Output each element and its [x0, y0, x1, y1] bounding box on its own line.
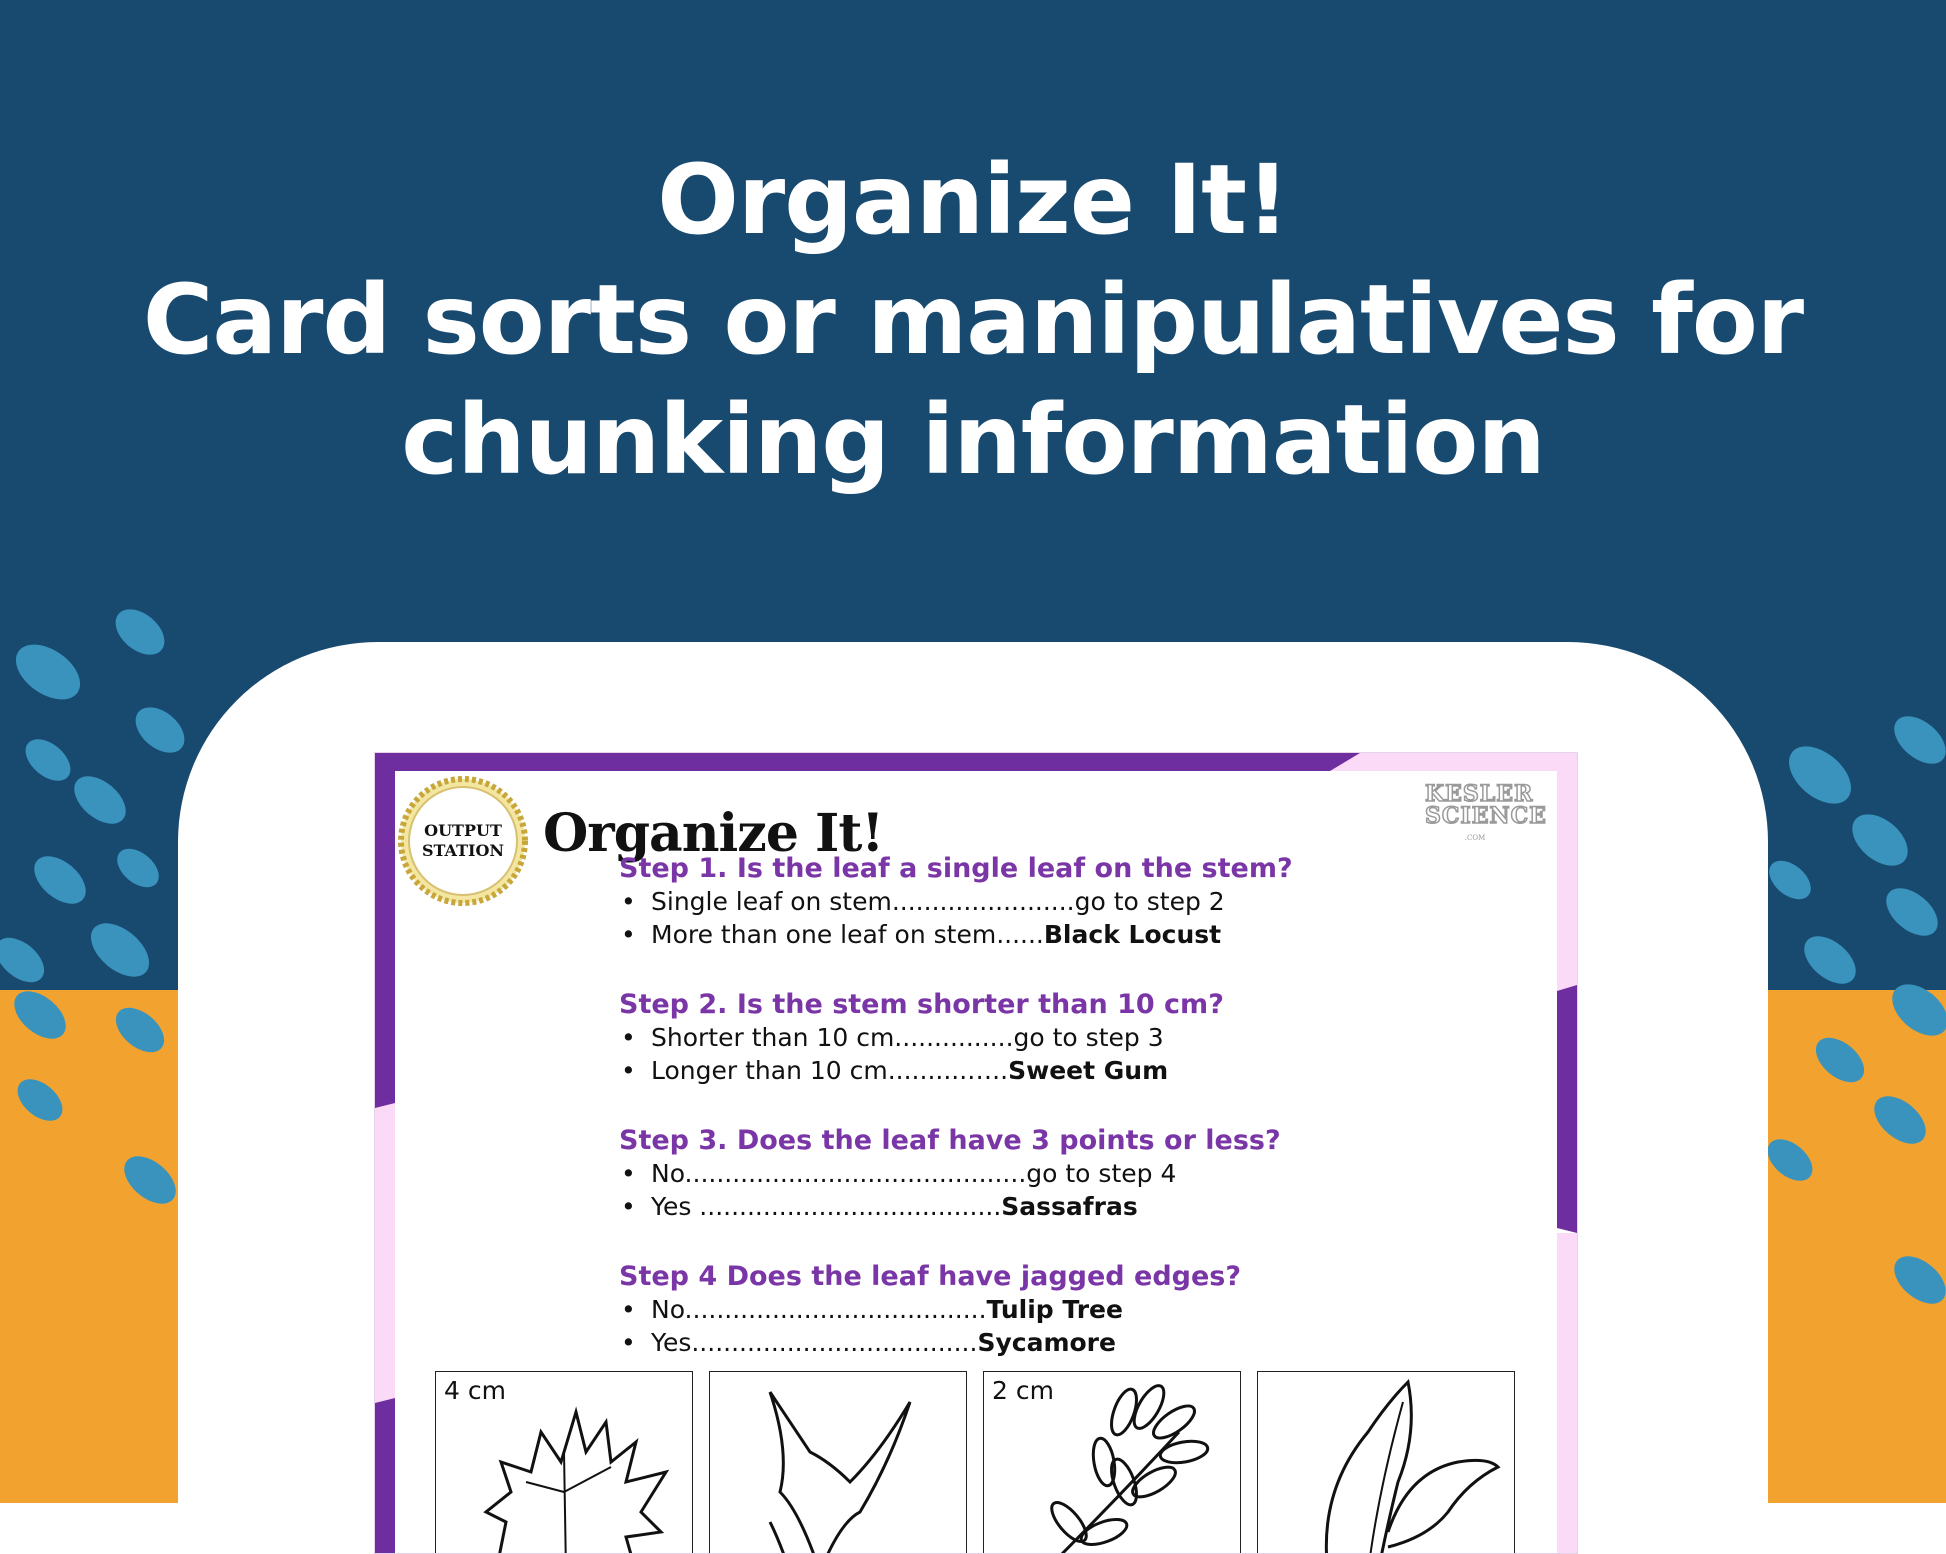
step-option: • Shorter than 10 cm...............go to step 3: [621, 1023, 1164, 1052]
step-option: • More than one leaf on stem......Black Locust: [621, 920, 1222, 949]
step-question: Step 1. Is the leaf a single leaf on the stem?: [619, 853, 1293, 884]
logo-line2: SCIENCE: [1425, 803, 1547, 829]
step-question: Step 4 Does the leaf have jagged edges?: [619, 1261, 1242, 1292]
option-answer: Sycamore: [977, 1328, 1116, 1357]
option-answer: Sweet Gum: [1008, 1056, 1169, 1085]
badge-line1: OUTPUT: [424, 821, 502, 840]
option-answer: Sassafras: [1001, 1192, 1138, 1221]
sassafras-leaf-icon: [1258, 1372, 1514, 1554]
step-option: • Yes....................................Sycamore: [621, 1328, 1116, 1357]
option-text: No...........................................go to step 4: [651, 1159, 1177, 1188]
worksheet-title: Organize It!: [543, 803, 884, 864]
step-option: • Longer than 10 cm..........…..Sweet Gum: [621, 1056, 1169, 1085]
leaf-card-row: [435, 1371, 1535, 1554]
output-station-badge: [393, 821, 533, 861]
option-answer: Tulip Tree: [986, 1295, 1123, 1324]
logo-sub: .COM: [1464, 834, 1486, 842]
step-1: [619, 853, 1479, 951]
maple-leaf-icon: [436, 1372, 692, 1554]
option-text: No......................................: [651, 1295, 987, 1324]
step-question: Step 3. Does the leaf have 3 points or less?: [619, 1125, 1281, 1156]
leaf-card-label: 2 cm: [992, 1376, 1054, 1405]
badge-line2: STATION: [421, 841, 505, 860]
step-3: [619, 1125, 1479, 1223]
leaf-card-2: [709, 1371, 967, 1554]
step-question: Step 2. Is the stem shorter than 10 cm?: [619, 989, 1224, 1020]
option-text: More than one leaf on stem......: [651, 920, 1044, 949]
worksheet-preview: [374, 752, 1578, 1554]
dichotomous-key: [619, 853, 1479, 1397]
headline-subtitle-line1: Card sorts or manipulatives for: [142, 264, 1804, 376]
leaf-card-label: 4 cm: [444, 1376, 506, 1405]
option-text: Yes....................................: [651, 1328, 978, 1357]
headline-title: Organize It!: [657, 144, 1289, 256]
headline-subtitle-line2: chunking information: [401, 384, 1545, 496]
sweet-gum-leaf-icon: [710, 1372, 966, 1554]
step-2: [619, 989, 1479, 1087]
step-option: • No......................................Tulip Tree: [621, 1295, 1123, 1324]
leaf-card-4: [1257, 1371, 1515, 1554]
leaf-card-1: [435, 1371, 693, 1554]
logo-line1: KESLER: [1425, 781, 1534, 807]
option-text: Shorter than 10 cm...............go to step 3: [651, 1023, 1164, 1052]
compound-leaf-icon: [984, 1372, 1240, 1554]
option-text: Single leaf on stem.......................go to step 2: [651, 887, 1225, 916]
kesler-science-logo: [1425, 781, 1547, 849]
option-answer: Black Locust: [1043, 920, 1222, 949]
step-option: • No...........................................go to step 4: [621, 1159, 1177, 1188]
option-text: Longer than 10 cm..........…..: [651, 1056, 1009, 1085]
option-text: Yes ......................................: [651, 1192, 1002, 1221]
step-option: • Single leaf on stem.......................go to step 2: [621, 887, 1225, 916]
headline: [0, 140, 1946, 500]
step-4: [619, 1261, 1479, 1359]
step-option: • Yes ......................................Sassafras: [621, 1192, 1138, 1221]
leaf-card-3: [983, 1371, 1241, 1554]
